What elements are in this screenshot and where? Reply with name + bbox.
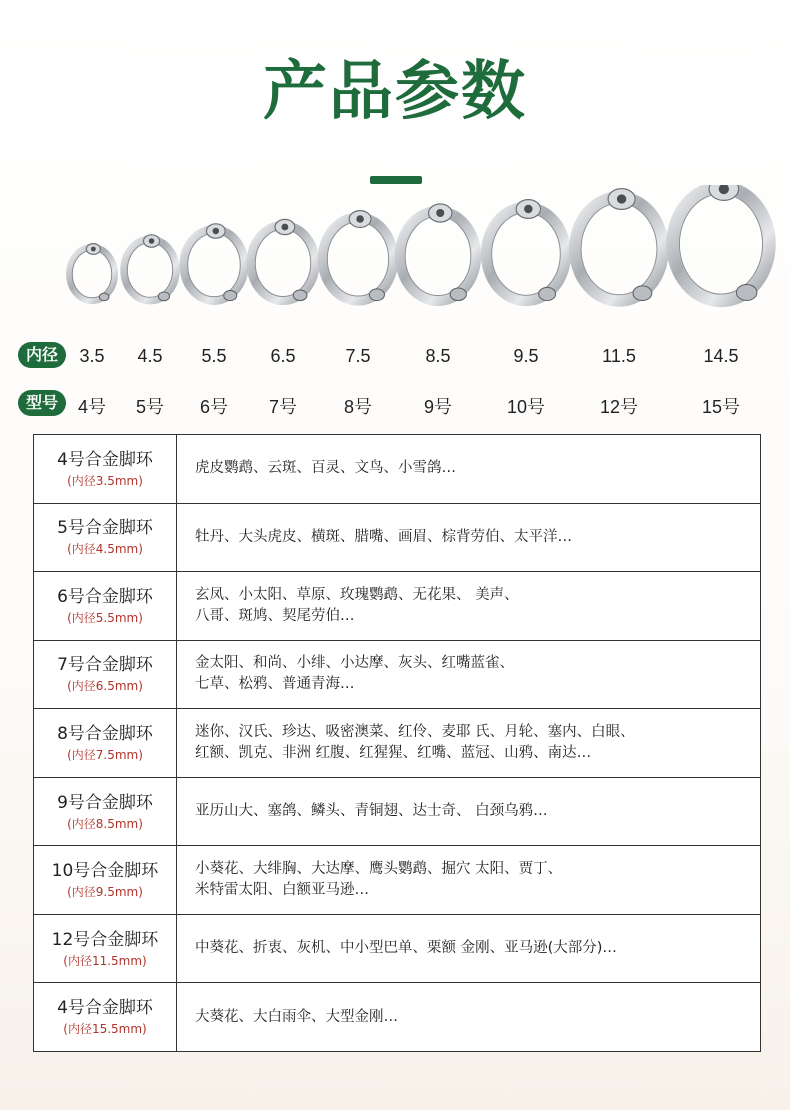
table-row	[34, 435, 761, 504]
inner-diameter-value: 14.5	[703, 346, 739, 366]
table-row	[34, 503, 761, 572]
ring-name: 12号合金脚环	[51, 929, 159, 950]
inner-diameter-value: 4.5	[137, 346, 163, 366]
ring-inner-diameter: (内径7.5mm)	[67, 747, 143, 762]
ring-icon	[486, 200, 566, 301]
model-value: 10号	[506, 397, 546, 417]
model-label: 型号	[18, 390, 66, 416]
bird-list-line: 八哥、斑鸠、契尾劳伯…	[195, 607, 355, 624]
bird-list-line: 玄凤、小太阳、草原、玫瑰鹦鹉、无花果、 美声、	[195, 586, 519, 603]
ring-name-cell	[34, 709, 177, 778]
bird-list-cell	[177, 435, 761, 504]
bird-list-cell	[177, 572, 761, 641]
ring-icon	[400, 204, 477, 301]
bird-list-line: 亚历山大、塞鸽、鳞头、青铜翅、达士奇、 白颈乌鸦…	[195, 803, 548, 819]
bird-list-cell	[177, 640, 761, 709]
table-row	[34, 709, 761, 778]
inner-diameter-value: 7.5	[345, 346, 371, 366]
model-value: 6号	[199, 397, 228, 417]
inner-diameter-value: 6.5	[270, 346, 296, 366]
ring-inner-diameter: (内径3.5mm)	[67, 473, 143, 488]
model-value: 5号	[135, 397, 164, 417]
bird-list-line: 牡丹、大头虎皮、横斑、腊嘴、画眉、棕背劳伯、太平洋…	[195, 528, 572, 545]
ring-name-cell	[34, 846, 177, 915]
ring-inner-diameter: (内径5.5mm)	[67, 610, 143, 625]
ring-icon	[69, 244, 115, 301]
table-row	[34, 777, 761, 846]
model-value: 9号	[423, 397, 452, 417]
model-value: 8号	[343, 397, 372, 417]
inner-diameter-value: 5.5	[201, 346, 227, 366]
table-row	[34, 983, 761, 1052]
ring-inner-diameter: (内径4.5mm)	[67, 542, 143, 557]
ring-name: 7号合金脚环	[57, 655, 153, 676]
inner-diameter-value: 3.5	[79, 346, 105, 366]
bird-list-line: 中葵花、折衷、灰机、中小型巴单、栗额 金刚、亚马逊(大部分)…	[195, 940, 617, 957]
ring-name: 6号合金脚环	[57, 586, 153, 607]
model-value: 12号	[599, 397, 639, 417]
ring-name-cell	[34, 435, 177, 504]
bird-list-cell	[177, 503, 761, 572]
ring-name-cell	[34, 777, 177, 846]
ring-name-cell	[34, 914, 177, 983]
bird-list-cell	[177, 777, 761, 846]
model-value: 15号	[701, 397, 741, 417]
ring-icon	[251, 219, 316, 301]
ring-name: 4号合金脚环	[57, 998, 153, 1019]
bird-list-line: 小葵花、大绯胸、大达摩、鹰头鹦鹉、掘穴 太阳、贾丁、	[195, 861, 563, 878]
ring-name: 10号合金脚环	[51, 861, 159, 882]
table-row	[34, 572, 761, 641]
inner-diameter-label: 内径	[18, 342, 66, 368]
bird-list-line: 迷你、汉氏、珍达、吸密澳菜、红伶、麦耶 氏、月轮、塞内、白眼、	[195, 723, 635, 740]
bird-list-line: 七草、松鸦、普通青海…	[195, 676, 355, 693]
model-value: 4号	[77, 397, 106, 417]
bird-list-cell	[177, 983, 761, 1052]
ring-name: 9号合金脚环	[57, 792, 153, 813]
ring-icon	[183, 224, 244, 301]
ring-inner-diameter: (内径9.5mm)	[67, 885, 143, 900]
bird-list-cell	[177, 914, 761, 983]
inner-diameter-value: 11.5	[602, 346, 636, 366]
table-row	[34, 846, 761, 915]
rings-illustration	[0, 185, 790, 320]
ring-name-cell	[34, 572, 177, 641]
ring-name: 8号合金脚环	[57, 723, 153, 744]
ring-inner-diameter: (内径15.5mm)	[63, 1022, 147, 1037]
rings-svg	[0, 185, 790, 320]
table-row	[34, 640, 761, 709]
ring-icon	[322, 211, 393, 301]
bird-list-cell	[177, 846, 761, 915]
model-value: 7号	[268, 397, 297, 417]
ring-name-cell	[34, 983, 177, 1052]
ring-name: 5号合金脚环	[57, 518, 153, 539]
ring-name-cell	[34, 503, 177, 572]
ring-name: 4号合金脚环	[57, 449, 153, 470]
ring-icon	[124, 235, 177, 301]
ring-inner-diameter: (内径8.5mm)	[67, 816, 143, 831]
ring-icon	[575, 189, 663, 301]
bird-list-cell	[177, 709, 761, 778]
title-underline	[370, 176, 422, 184]
inner-diameter-value: 8.5	[425, 346, 451, 366]
bird-list-line: 米特雷太阳、白额亚马逊…	[195, 882, 369, 899]
ring-name-cell	[34, 640, 177, 709]
bird-list-line: 大葵花、大白雨伞、大型金刚…	[195, 1008, 398, 1025]
page-title: 产品参数	[263, 55, 527, 129]
bird-list-line: 虎皮鹦鹉、云斑、百灵、文鸟、小雪鸽…	[195, 460, 456, 477]
table-row	[34, 914, 761, 983]
bird-list-line: 红额、凯克、非洲 红腹、红猩猩、红嘴、蓝冠、山鸦、南达…	[195, 744, 592, 761]
ring-icon	[673, 185, 770, 301]
spec-table	[33, 434, 761, 1052]
ring-inner-diameter: (内径11.5mm)	[63, 953, 147, 968]
bird-list-line: 金太阳、和尚、小绯、小达摩、灰头、红嘴蓝雀、	[195, 655, 514, 672]
ring-inner-diameter: (内径6.5mm)	[67, 679, 143, 694]
inner-diameter-value: 9.5	[513, 346, 539, 366]
